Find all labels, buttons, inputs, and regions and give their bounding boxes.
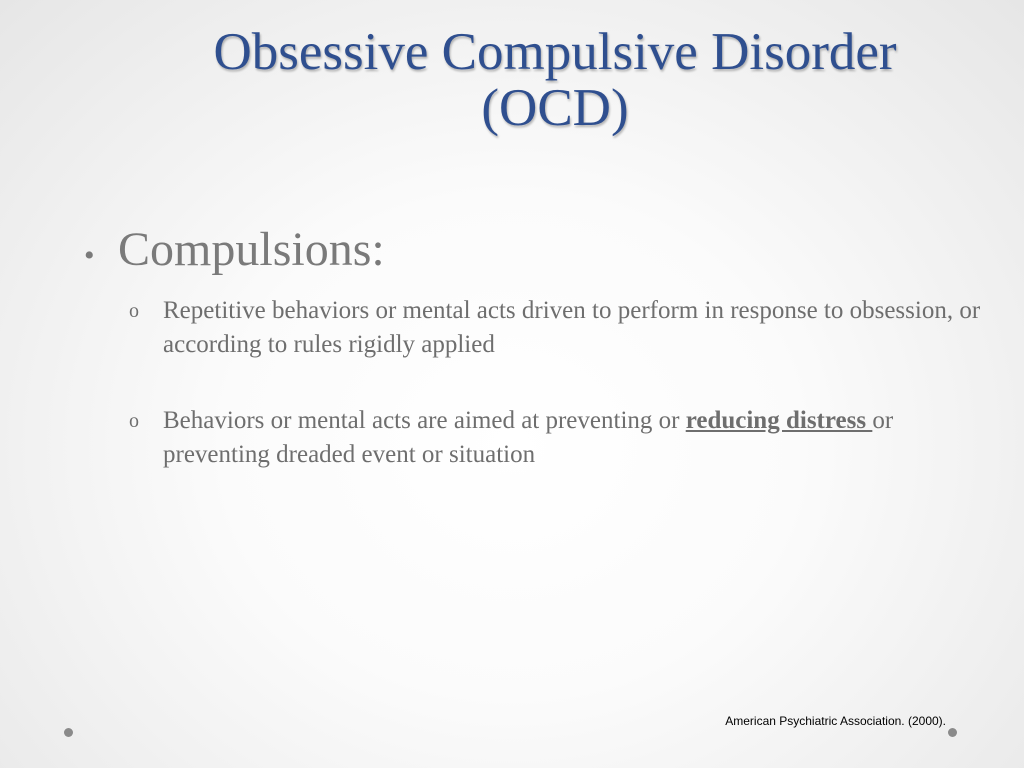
sub-bullet-text [163, 404, 984, 472]
compulsions-heading: Compulsions: [118, 223, 385, 276]
decorative-dot-right-icon [948, 728, 957, 737]
slide-title [100, 24, 1010, 136]
sub-bullet-text-start: Behaviors or mental acts are aimed at preventing or [163, 407, 686, 434]
slide-title-line-1: Obsessive Compulsive Disorder [213, 23, 897, 81]
sub-bullet-item [84, 404, 984, 472]
sub-bullet-list [84, 294, 984, 472]
circle-bullet-icon: o [129, 300, 139, 322]
decorative-dot-left-icon [64, 728, 73, 737]
circle-bullet-icon: o [129, 410, 139, 432]
sub-bullet-text-end: or preventing dreaded event or situation [163, 407, 894, 468]
slide-title-line-2: (OCD) [481, 79, 629, 137]
sub-bullet-item [84, 294, 984, 362]
citation: American Psychiatric Association. (2000). [725, 714, 946, 728]
bullet-icon: • [84, 239, 95, 272]
emphasized-phrase: reducing distress [685, 407, 873, 434]
slide-body [84, 222, 984, 514]
sub-bullet-text: Repetitive behaviors or mental acts driven to perform in response to obsession, or according to rules rigidly applied [163, 297, 981, 358]
heading-bullet-item [84, 222, 984, 284]
